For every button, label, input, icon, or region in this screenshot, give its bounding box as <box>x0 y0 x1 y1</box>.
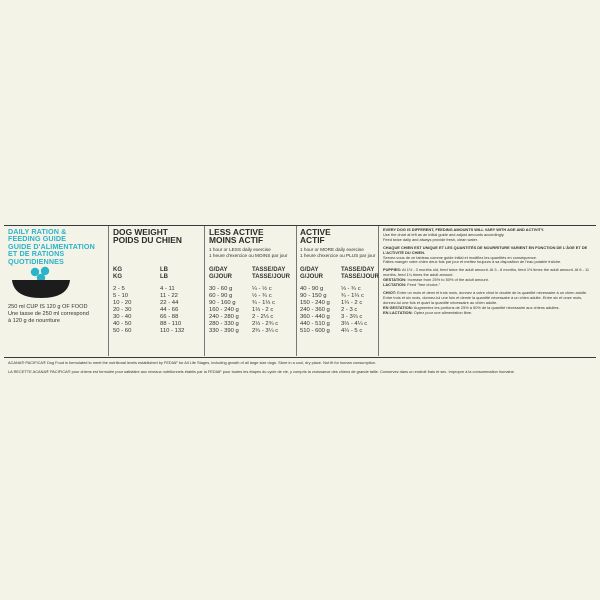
table-cell: 90 - 160 g <box>209 300 236 306</box>
less-active-grams-column <box>209 286 239 335</box>
g-per-day-label: G/DAY G/JOUR <box>300 267 324 280</box>
notes-fr-line: Faites manger votre chien deux fois par jour et mettez toujours à sa disposition de l'eau potable fraîche. <box>383 259 562 265</box>
table-cell: 2 - 5 <box>113 286 125 292</box>
table-cell: 22 - 44 <box>160 300 179 306</box>
stage-gestation: GESTATION: Increase from 25% to 50% of the adult amount. <box>383 277 489 283</box>
notes-en-line: Use the chart at left as an initial guide and adjust amounts accordingly. <box>383 231 505 237</box>
active-grams-column <box>300 286 330 335</box>
table-cell: 330 - 390 g <box>209 328 239 334</box>
active-cups-column <box>341 286 367 335</box>
table-cell: 360 - 440 g <box>300 314 330 320</box>
table-cell: 10 - 20 <box>113 300 132 306</box>
notes-en-line: Feed twice daily and always provide fresh, clean water. <box>383 236 478 242</box>
lb-column <box>160 286 184 335</box>
table-cell: 3⅔ - 4¼ c <box>341 321 368 327</box>
table-cell: 4¼ - 5 c <box>341 328 363 334</box>
table-cell: ¾ - 1¼ c <box>341 293 364 299</box>
kg-unit-label: KG KG <box>113 267 122 280</box>
kibble-icon <box>31 268 39 276</box>
table-cell: ¼ - ½ c <box>252 286 272 292</box>
table-cell: 1¼ - 2 c <box>341 300 363 306</box>
cup-per-day-label: TASSE/DAY TASSE/JOUR <box>341 267 379 280</box>
table-cell: 20 - 30 <box>113 307 132 313</box>
table-cell: 50 - 60 <box>113 328 132 334</box>
table-cell: 40 - 50 <box>113 321 132 327</box>
active-heading: ACTIVE ACTIF <box>300 227 331 246</box>
table-cell: 30 - 40 <box>113 314 132 320</box>
feeding-guide-panel <box>4 222 596 380</box>
stage-en-gestation: EN GESTATION: Augmentez les portions de 25% à 50% de la quantité nécessaire aux chiens adultes. <box>383 304 560 310</box>
notes-fr-headline: CHAQUE CHIEN EST UNIQUE ET LES QUANTITÉS DE NOURRITURE VARIENT EN FONCTION DE L'ÂGE ET DE L'ACTIVITÉ DU CHIEN. <box>383 244 588 255</box>
table-cell: 150 - 240 g <box>300 300 330 306</box>
table-cell: 2¾ - 3¼ c <box>252 328 279 334</box>
table-cell: ½ - ¾ c <box>252 293 272 299</box>
footer-legal-fr: LA RECETTE ACANA® PACIFICA® pour chiens est formulée pour satisfaire aux niveaux nutritionnels établis par la FEDIAF pour toutes les étapes du cycle de vie, y compris la croissance des chiens de grande taille. Conservez dans un endroit frais et sec. Impropre à la consommation humaine. <box>8 369 515 374</box>
table-cell: 90 - 150 g <box>300 293 327 299</box>
table-cell: 5 - 10 <box>113 293 129 299</box>
active-description: 1 hour or MORE daily exercise 1 heure d'exercice ou PLUS par jour <box>300 247 376 258</box>
table-cell: 40 - 90 g <box>300 286 324 292</box>
table-cell: 110 - 132 <box>160 328 185 334</box>
lb-unit-label: LB LB <box>160 267 168 280</box>
stage-puppies: PUPPIES: At 1½ - 3 months old, feed twice the adult amount. At 3 - 6 months, feed 1½ times the adult amount. At 6 - 11 months, feed 1¼ times the adult amount. <box>383 267 590 278</box>
column-divider <box>108 226 109 356</box>
table-cell: 240 - 280 g <box>209 314 239 320</box>
notes-fr-line: Servez-vous de ce tableau comme guide initial et modifiez les quantités en conséquence. <box>383 254 537 260</box>
cup-per-day-label: TASSE/DAY TASSE/JOUR <box>252 267 290 280</box>
column-divider <box>378 226 379 356</box>
stage-chiot: CHIOT: Entre un mois et demi et trois mois, donnez à votre chiot le double de la quantité nécessaire à un chien adulte. Entre trois et six mois, donnez-lui une fois et demie la quantité nécessaire à un chien adulte. Entre six et onze mois, donnez-lui une fois et quart la quantité nécessaire au chien adulte. <box>383 289 588 305</box>
column-divider <box>296 226 297 356</box>
notes-en-headline: EVERY DOG IS DIFFERENT, FEEDING AMOUNTS WILL VARY WITH AGE AND ACTIVITY. <box>383 227 545 232</box>
footer-legal-en: ACANA® PACIFICA® Dog Food is formulated to meet the nutritional levels established by FEDIAF for All Life Stages, including growth of all large size dogs. Store in a cool, dry place. Not fit for human consumption. <box>8 360 377 365</box>
table-cell: 4 - 11 <box>160 286 175 292</box>
table-cell: 240 - 360 g <box>300 307 330 313</box>
table-cell: 440 - 510 g <box>300 321 330 327</box>
table-cell: 66 - 88 <box>160 314 179 320</box>
table-cell: 3 - 3⅔ c <box>341 314 363 320</box>
stage-en-lactation: EN LACTATION: Optez pour une alimentation libre. <box>383 309 473 315</box>
bottom-rule <box>4 357 596 358</box>
table-cell: 160 - 240 g <box>209 307 239 313</box>
table-cell: 11 - 22 <box>160 293 178 299</box>
table-cell: 60 - 90 g <box>209 293 233 299</box>
g-per-day-label: G/DAY G/JOUR <box>209 267 233 280</box>
cup-measure-note: 250 ml CUP IS 120 g OF FOOD Une tasse de 250 ml correspond à 120 g de nourriture <box>8 304 89 325</box>
table-cell: 44 - 66 <box>160 307 179 313</box>
table-cell: 280 - 330 g <box>209 321 239 327</box>
table-cell: 1⅓ - 2 c <box>252 307 274 313</box>
table-cell: 30 - 60 g <box>209 286 233 292</box>
column-divider <box>204 226 205 356</box>
less-active-heading: LESS ACTIVE MOINS ACTIF <box>209 227 264 246</box>
table-cell: ⅓ - ¾ c <box>341 286 361 292</box>
table-cell: ¾ - 1⅓ c <box>252 300 275 306</box>
less-active-description: 1 hour or LESS daily exercise 1 heure d'exercice ou MOINS par jour <box>209 247 288 258</box>
food-bowl-icon <box>10 264 72 300</box>
table-cell: 2 - 2⅓ c <box>252 314 274 320</box>
feeding-guide-heading: DAILY RATION & FEEDING GUIDE GUIDE D'ALIMENTATION ET DE RATIONS QUOTIDIENNES <box>8 227 95 266</box>
kg-column <box>113 286 131 335</box>
less-active-cups-column <box>252 286 278 335</box>
table-cell: 88 - 110 <box>160 321 182 327</box>
stage-lactation: LACTATION: Feed "free choice." <box>383 282 441 288</box>
dog-weight-heading: DOG WEIGHT POIDS DU CHIEN <box>113 227 182 246</box>
table-cell: 510 - 600 g <box>300 328 330 334</box>
feeding-notes <box>383 228 595 316</box>
table-cell: 2⅓ - 2¾ c <box>252 321 279 327</box>
table-cell: 2 - 3 c <box>341 307 358 313</box>
